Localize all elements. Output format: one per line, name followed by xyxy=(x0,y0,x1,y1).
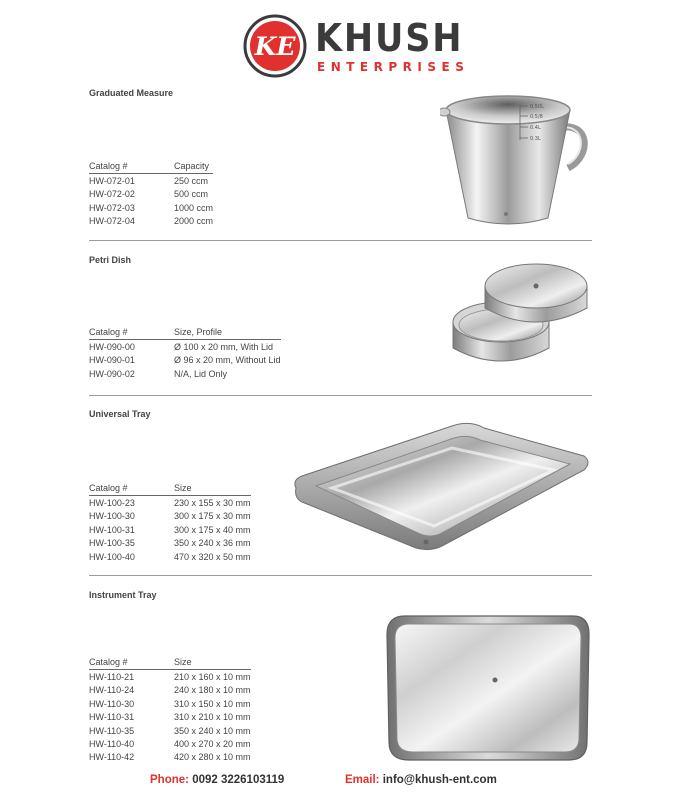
email-contact xyxy=(345,774,497,786)
size-value: 300 x 175 x 30 mm xyxy=(174,511,251,522)
email-label: Email: xyxy=(345,774,380,786)
section-title: Instrument Tray xyxy=(89,590,157,600)
catalog-number: HW-100-31 xyxy=(89,524,135,535)
table-row xyxy=(89,725,251,738)
brand-subtitle: ENTERPRISES xyxy=(317,60,470,74)
brand-logo xyxy=(243,14,470,78)
measure-mark: 0.3L xyxy=(530,136,541,142)
catalog-table xyxy=(89,160,213,229)
table-row xyxy=(89,202,213,215)
brand-name: KHUSH xyxy=(315,16,464,60)
table-row xyxy=(89,698,251,711)
catalog-number: HW-100-35 xyxy=(89,538,135,549)
measure-mark: 0.5/8 xyxy=(530,114,543,120)
catalog-number: HW-072-02 xyxy=(89,189,135,200)
measure-mark: 0.50L xyxy=(530,104,544,110)
table-row xyxy=(89,738,251,751)
column-header-catalog: Catalog # xyxy=(89,327,128,337)
table-row xyxy=(89,215,213,228)
catalog-number: HW-110-31 xyxy=(89,712,135,723)
capacity-value: 500 ccm xyxy=(174,189,209,200)
section-title: Universal Tray xyxy=(89,409,151,419)
email-value[interactable]: info@khush-ent.com xyxy=(382,774,497,786)
column-header-size: Size xyxy=(174,483,192,493)
graduated-measure-icon xyxy=(440,90,595,230)
table-row xyxy=(89,711,251,724)
table-row xyxy=(89,551,251,564)
table-row xyxy=(89,751,251,764)
capacity-value: 2000 ccm xyxy=(174,216,214,227)
table-row xyxy=(89,510,251,523)
section-divider xyxy=(89,395,592,396)
capacity-value: 1000 ccm xyxy=(174,202,214,213)
size-value: 310 x 210 x 10 mm xyxy=(174,712,251,723)
table-header xyxy=(89,160,213,174)
table-header xyxy=(89,656,251,670)
size-value: 240 x 180 x 10 mm xyxy=(174,685,251,696)
size-value: 230 x 155 x 30 mm xyxy=(174,498,251,508)
size-value: 350 x 240 x 36 mm xyxy=(174,538,251,549)
catalog-number: HW-100-40 xyxy=(89,551,135,562)
phone-contact xyxy=(150,774,284,786)
catalog-table xyxy=(89,656,251,765)
table-row xyxy=(89,175,213,188)
catalog-number: HW-110-42 xyxy=(89,752,135,763)
ke-monogram-icon xyxy=(243,14,307,78)
catalog-number: HW-090-01 xyxy=(89,355,135,366)
table-header xyxy=(89,482,251,496)
catalog-table xyxy=(89,326,281,381)
instrument-tray-icon xyxy=(385,612,593,764)
catalog-number: HW-110-30 xyxy=(89,698,135,709)
catalog-table xyxy=(89,482,251,564)
catalog-number: HW-090-02 xyxy=(89,368,135,379)
capacity-value: 250 ccm xyxy=(174,176,209,186)
petri-dish-icon xyxy=(445,250,595,380)
phone-value[interactable]: 0092 3226103119 xyxy=(192,774,285,786)
table-row xyxy=(89,354,281,367)
catalog-number: HW-100-30 xyxy=(89,511,135,522)
catalog-number: HW-090-00 xyxy=(89,342,135,352)
section-divider xyxy=(89,575,592,576)
table-row xyxy=(89,537,251,550)
table-row xyxy=(89,671,251,684)
size-value: 210 x 160 x 10 mm xyxy=(174,672,251,682)
column-header-catalog: Catalog # xyxy=(89,483,128,493)
size-value: 300 x 175 x 40 mm xyxy=(174,524,251,535)
size-value: 310 x 150 x 10 mm xyxy=(174,698,251,709)
catalog-number: HW-072-03 xyxy=(89,202,135,213)
column-header-catalog: Catalog # xyxy=(89,657,128,667)
section-title: Petri Dish xyxy=(89,255,132,265)
size-value: 470 x 320 x 50 mm xyxy=(174,551,251,562)
column-header-size-profile: Size, Profile xyxy=(174,327,223,337)
column-header-capacity: Capacity xyxy=(174,161,210,171)
section-title: Graduated Measure xyxy=(89,88,174,98)
column-header-catalog: Catalog # xyxy=(89,161,128,171)
measure-mark: 0.4L xyxy=(530,125,541,131)
logo-monogram-text: KE xyxy=(254,32,296,61)
catalog-number: HW-110-21 xyxy=(89,672,135,682)
table-row xyxy=(89,524,251,537)
phone-label: Phone: xyxy=(150,774,189,786)
universal-tray-icon xyxy=(292,418,592,558)
section-divider xyxy=(89,240,592,241)
catalog-number: HW-072-01 xyxy=(89,176,135,186)
catalog-number: HW-100-23 xyxy=(89,498,135,508)
table-row xyxy=(89,341,281,354)
size-value: 420 x 280 x 10 mm xyxy=(174,752,251,763)
column-header-size: Size xyxy=(174,657,192,667)
catalog-number: HW-072-04 xyxy=(89,216,135,227)
table-row xyxy=(89,497,251,510)
size-value: 350 x 240 x 10 mm xyxy=(174,725,251,736)
size-value: Ø 96 x 20 mm, Without Lid xyxy=(174,355,281,366)
table-header xyxy=(89,326,281,340)
table-row xyxy=(89,684,251,697)
table-row xyxy=(89,188,213,201)
catalog-number: HW-110-40 xyxy=(89,738,135,749)
table-row xyxy=(89,368,281,381)
size-value: Ø 100 x 20 mm, With Lid xyxy=(174,342,274,352)
catalog-number: HW-110-35 xyxy=(89,725,135,736)
size-value: 400 x 270 x 20 mm xyxy=(174,738,251,749)
size-value: N/A, Lid Only xyxy=(174,368,228,379)
catalog-number: HW-110-24 xyxy=(89,685,135,696)
